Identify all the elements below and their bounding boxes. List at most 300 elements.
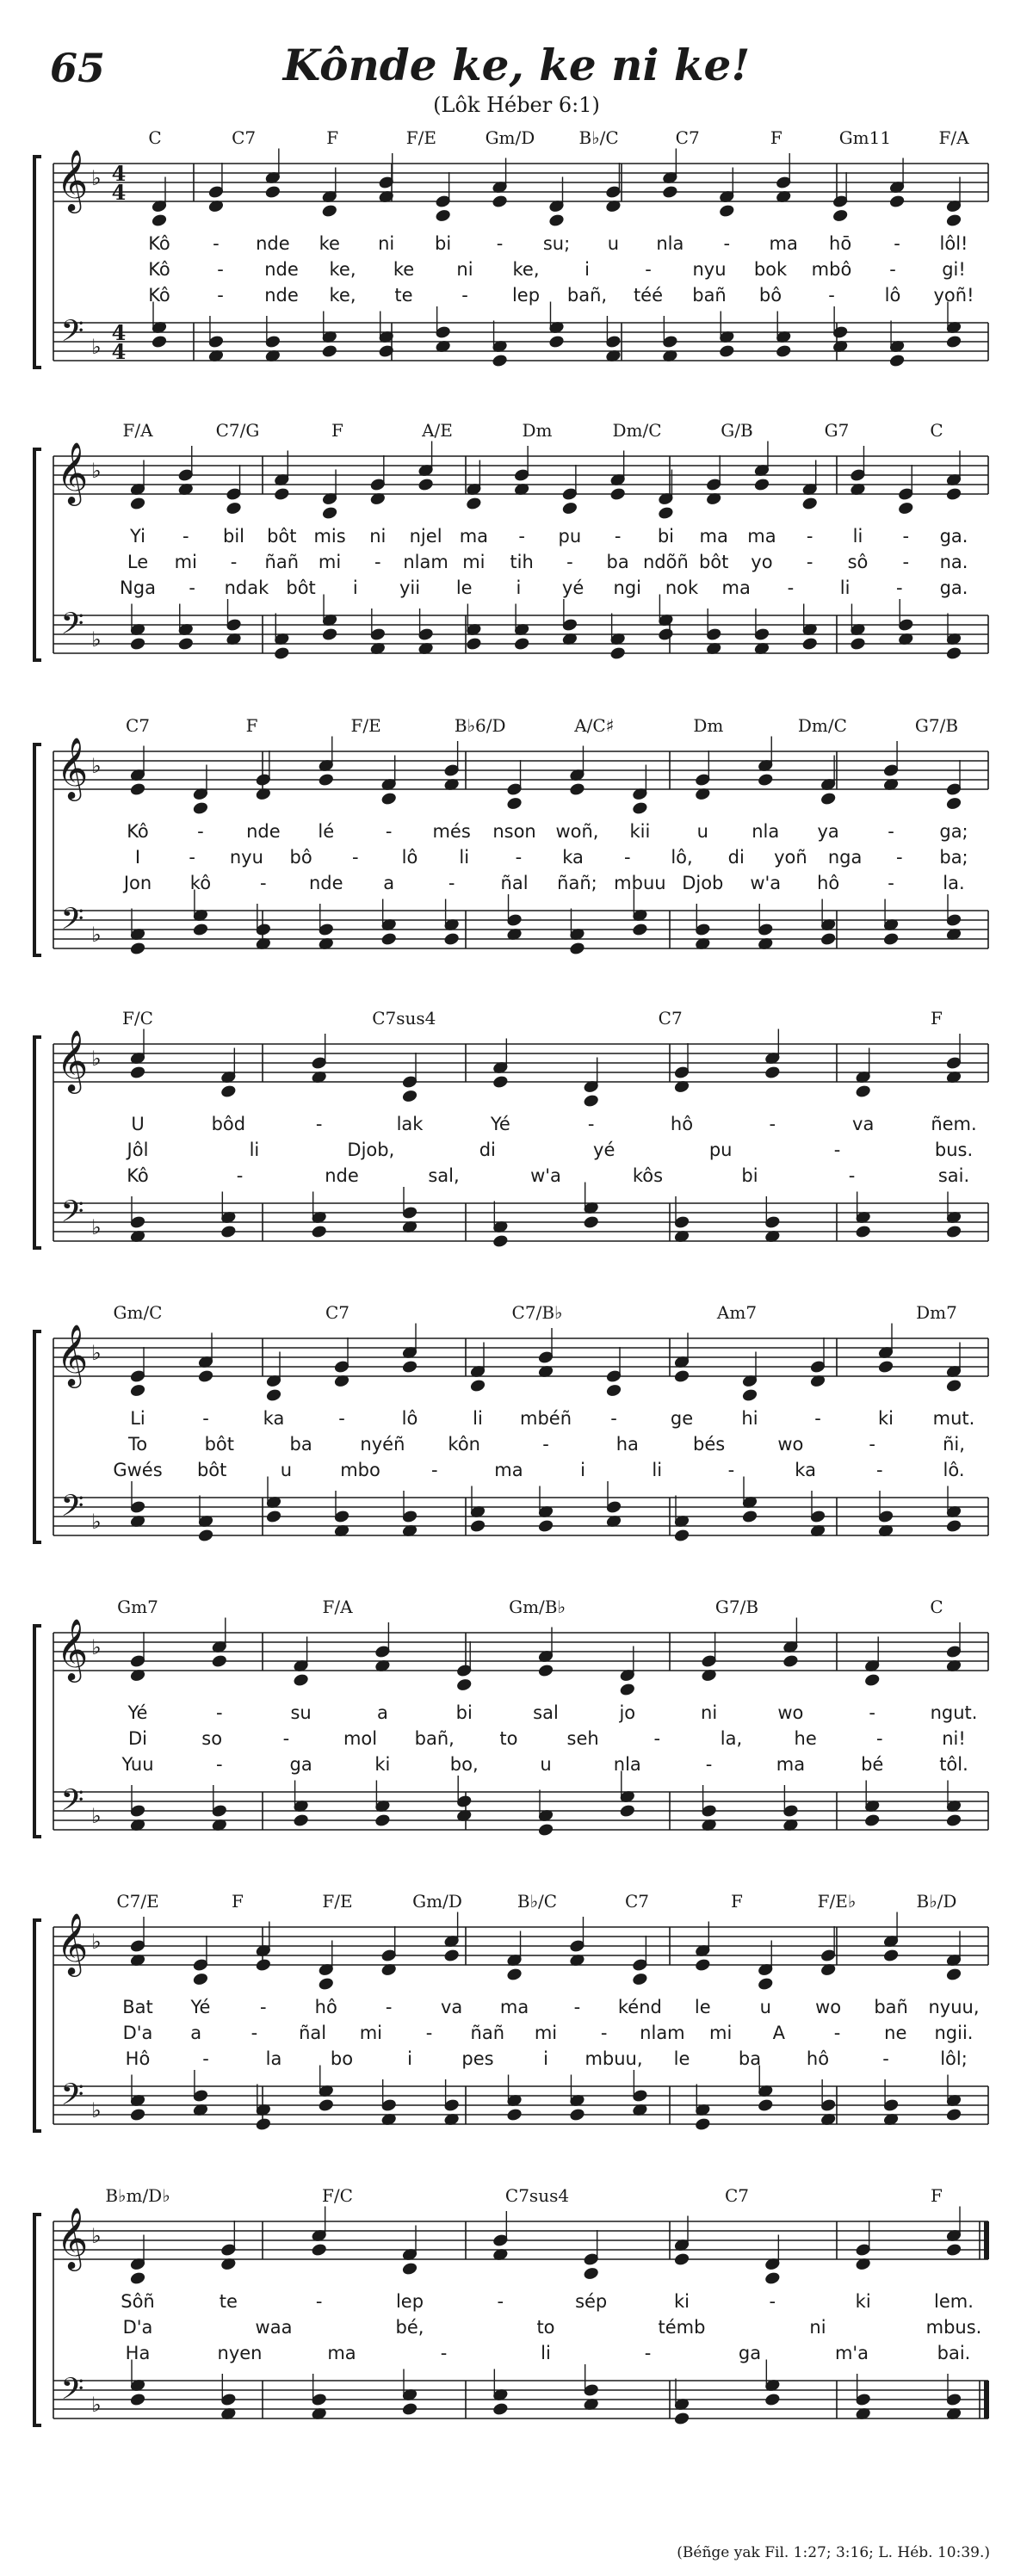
alto-note	[130, 1066, 145, 1078]
chord-symbol: Gm/C	[113, 1302, 163, 1323]
lyric-syllable: ma	[499, 1997, 529, 2017]
bass-note	[266, 1510, 281, 1523]
flat-key-signature: ♭	[91, 627, 102, 652]
lyric-syllable: més	[432, 821, 471, 842]
lyric-syllable: yo	[751, 552, 773, 572]
lyric-syllable: la,	[720, 1728, 743, 1749]
lyric-syllable: ki	[374, 1754, 391, 1775]
lyric-syllable: seh	[566, 1728, 599, 1749]
lyric-syllable: ke,	[512, 259, 540, 280]
alto-note	[130, 497, 145, 510]
lyric-syllable: hô	[806, 2048, 830, 2069]
bass-note	[256, 2117, 271, 2130]
bass-note	[802, 637, 818, 650]
chord-symbol: F	[331, 420, 343, 441]
chord-symbol: G7/B	[714, 1597, 759, 1617]
flat-key-signature: ♭	[91, 754, 102, 778]
lyric-syllable: Kô	[148, 259, 170, 280]
tenor-note	[208, 335, 224, 348]
alto-note	[946, 487, 962, 500]
tenor-note	[130, 1215, 145, 1228]
alto-note	[898, 502, 913, 515]
lyric-syllable: ma	[699, 526, 728, 547]
lyric-syllable: -	[260, 1997, 267, 2017]
tenor-note	[507, 913, 523, 926]
lyric-syllable: nde	[256, 233, 290, 254]
alto-note	[610, 487, 626, 500]
lyric-syllable: su	[290, 1702, 312, 1723]
lyric-syllable: -	[202, 1408, 209, 1429]
lyric-syllable: ke,	[329, 285, 356, 306]
alto-note	[946, 1968, 962, 1980]
chord-symbol: F/A	[938, 127, 969, 148]
bass-note	[695, 2117, 710, 2130]
lyric-syllable: ni	[809, 2317, 826, 2338]
lyric-syllable: ñañ;	[557, 873, 597, 893]
chord-symbol: G7	[824, 420, 850, 441]
lyric-syllable: ga	[289, 1754, 312, 1775]
alto-note	[492, 195, 508, 207]
lyric-syllable: yoñ!	[933, 285, 974, 306]
lyric-syllable: i	[580, 1460, 586, 1480]
lyric-syllable: lôl;	[940, 2048, 968, 2069]
lyric-syllable: ga	[738, 2343, 762, 2363]
lyric-syllable: Di	[127, 1728, 148, 1749]
bass-note	[322, 627, 337, 640]
tenor-note	[402, 1206, 418, 1219]
soprano-note	[208, 185, 224, 198]
lyric-syllable: tôl.	[939, 1754, 968, 1775]
lyric-syllable: sal	[533, 1702, 559, 1723]
lyric-syllable: mi	[462, 552, 486, 572]
chord-symbol: C7	[624, 1891, 650, 1912]
lyric-syllable: ñañ	[470, 2023, 505, 2043]
tenor-note	[265, 335, 281, 348]
lyric-syllable: bus.	[934, 1140, 974, 1160]
system-bracket	[34, 1037, 41, 1248]
alto-note	[418, 478, 434, 491]
lyric-syllable: bo,	[449, 1754, 479, 1775]
lyric-syllable: mbuu,	[585, 2048, 643, 2069]
flat-key-signature: ♭	[91, 1215, 102, 1239]
lyric-syllable: ge	[670, 1408, 694, 1429]
lyric-syllable: Hô	[125, 2048, 151, 2069]
alto-note	[674, 2252, 690, 2265]
alto-note	[883, 1949, 899, 1961]
tenor-note	[674, 1215, 690, 1228]
lyric-syllable: -	[518, 526, 525, 547]
treble-clef: 𝄞	[56, 1029, 89, 1091]
lyric-syllable: yoñ	[774, 847, 807, 868]
chord-symbol: F/E	[322, 1891, 353, 1912]
soprano-note	[514, 468, 529, 481]
bass-note	[178, 637, 194, 650]
lyric-syllable: lak	[396, 1114, 424, 1134]
lyric-syllable: Jôl	[127, 1140, 149, 1160]
soprano-note	[538, 1350, 554, 1363]
lyric-syllable: ke,	[329, 259, 356, 280]
alto-note	[402, 2262, 418, 2275]
bass-note	[570, 942, 585, 954]
lyric-syllable: témb	[658, 2317, 706, 2338]
lyric-syllable: ga;	[939, 821, 968, 842]
lyric-syllable: -	[769, 1114, 776, 1134]
lyric-syllable: li	[652, 1460, 663, 1480]
system-bracket	[34, 449, 41, 660]
tenor-note	[832, 325, 848, 338]
lyric-syllable: -	[600, 2023, 608, 2043]
lyric-syllable: ne	[884, 2023, 907, 2043]
bass-note	[470, 1519, 486, 1532]
soprano-note	[674, 1066, 690, 1078]
system-bracket	[34, 2215, 41, 2425]
lyric-syllable: bok	[753, 259, 788, 280]
chord-symbol: C	[148, 127, 162, 148]
lyric-syllable: u	[696, 821, 708, 842]
lyric-syllable: i	[585, 259, 590, 280]
lyric-syllable: nla	[613, 1754, 641, 1775]
lyric-syllable: -	[542, 1434, 549, 1455]
lyric-syllable: -	[260, 873, 267, 893]
chord-symbol: Dm7	[916, 1302, 957, 1323]
lyric-syllable: yé	[593, 1140, 615, 1160]
lyric-syllable: -	[430, 1460, 438, 1480]
bass-note	[130, 2108, 145, 2121]
bass-clef: 𝄢	[60, 901, 84, 943]
lyric-syllable: -	[217, 285, 224, 306]
soprano-note	[702, 1654, 717, 1667]
lyric-syllable: bo	[330, 2048, 354, 2069]
bass-note	[946, 2108, 962, 2121]
lyric-syllable: bi	[741, 1165, 758, 1186]
soprano-note	[436, 195, 451, 207]
alto-note	[662, 185, 677, 198]
bass-note	[507, 2108, 523, 2121]
bass-note	[492, 1234, 508, 1247]
lyric-syllable: m'a	[834, 2343, 869, 2363]
treble-clef: 𝄞	[56, 148, 89, 211]
soprano-note	[832, 195, 848, 207]
alto-note	[130, 1384, 145, 1397]
lyric-syllable: mi	[534, 2023, 558, 2043]
chord-symbol: C7/B♭	[511, 1302, 563, 1323]
flat-key-signature: ♭	[91, 1804, 102, 1828]
lyric-syllable: i	[352, 578, 358, 598]
lyric-syllable: nde	[308, 873, 343, 893]
tenor-note	[370, 627, 386, 640]
soprano-note	[130, 1369, 145, 1382]
tenor-note	[946, 2393, 962, 2406]
lyric-syllable: bés	[692, 1434, 726, 1455]
lyric-syllable: -	[624, 847, 631, 868]
lyric-syllable: ha	[615, 1434, 639, 1455]
tenor-note	[212, 1804, 227, 1817]
tenor-note	[662, 335, 677, 348]
soprano-note	[606, 1369, 622, 1382]
lyric-syllable: Gwés	[113, 1460, 163, 1480]
lyric-syllable: -	[385, 821, 393, 842]
lyric-syllable: na.	[939, 552, 968, 572]
lyric-syllable: -	[869, 1702, 875, 1723]
lyric-syllable: nga	[827, 847, 863, 868]
lyric-syllable: va	[852, 1114, 875, 1134]
alto-note	[226, 502, 242, 515]
chord-symbol: Gm11	[838, 127, 892, 148]
lyric-syllable: ba	[738, 2048, 762, 2069]
soprano-note	[883, 763, 899, 776]
lyric-syllable: li	[541, 2343, 551, 2363]
lyric-syllable: -	[461, 285, 468, 306]
flat-key-signature: ♭	[91, 1635, 102, 1659]
bass-note	[193, 923, 208, 936]
lyric-syllable: ba	[289, 1434, 312, 1455]
tenor-note	[633, 2089, 648, 2102]
lyric-syllable: -	[896, 578, 903, 598]
lyric-syllable: -	[833, 1140, 841, 1160]
chord-symbol: C	[930, 1597, 943, 1617]
lyric-syllable: te	[394, 285, 413, 306]
lyric-syllable: -	[189, 578, 195, 598]
lyric-syllable: bañ	[692, 285, 727, 306]
lyric-syllable: nlam	[403, 552, 448, 572]
soprano-note	[312, 1056, 327, 1069]
alto-note	[130, 782, 145, 795]
alto-note	[436, 209, 451, 222]
soprano-note	[492, 2233, 508, 2246]
alto-note	[606, 1384, 622, 1397]
tenor-note	[256, 923, 271, 936]
lyric-syllable: bi	[657, 526, 674, 547]
lyric-syllable: sal,	[428, 1165, 460, 1186]
alto-note	[570, 782, 585, 795]
bass-clef: 𝄢	[60, 1782, 84, 1825]
chord-symbol: C7	[125, 715, 151, 736]
lyric-syllable: bé	[861, 1754, 884, 1775]
lyric-syllable: -	[440, 2343, 448, 2363]
lyric-syllable: kôs	[632, 1165, 664, 1186]
bass-note	[633, 923, 648, 936]
chord-symbol: C7	[232, 127, 257, 148]
lyric-syllable: tih	[510, 552, 534, 572]
flat-key-signature: ♭	[91, 2393, 102, 2417]
bass-note	[764, 2393, 780, 2406]
alto-note	[674, 1369, 690, 1382]
lyric-syllable: -	[213, 233, 220, 254]
lyric-syllable: ke	[319, 233, 340, 254]
tenor-note	[878, 1510, 894, 1523]
lyric-syllable: Le	[127, 552, 149, 572]
chord-symbol: F/E	[405, 127, 436, 148]
lyric-syllable: w'a	[530, 1165, 561, 1186]
lyric-syllable: -	[653, 1728, 661, 1749]
treble-clef: 𝄞	[56, 441, 89, 503]
bass-clef: 𝄢	[60, 2077, 84, 2119]
lyric-syllable: Yuu	[121, 1754, 154, 1775]
lyric-syllable: kii	[629, 821, 651, 842]
lyric-syllable: bi	[455, 1702, 473, 1723]
lyric-syllable: mol	[343, 1728, 378, 1749]
lyric-syllable: Yé	[490, 1114, 510, 1134]
soprano-note	[706, 478, 721, 491]
tenor-note	[193, 2089, 208, 2102]
chord-symbol: Am7	[716, 1302, 758, 1323]
lyric-syllable: Yé	[127, 1702, 148, 1723]
lyric-syllable: u	[759, 1997, 771, 2017]
lyric-syllable: hô	[314, 1997, 337, 2017]
lyric-syllable: -	[723, 233, 731, 254]
lyric-syllable: -	[496, 233, 504, 254]
tenor-note	[754, 627, 770, 640]
lyric-syllable: ki	[855, 2291, 871, 2312]
lyric-syllable: ga.	[939, 526, 968, 547]
alto-note	[764, 2271, 780, 2284]
flat-key-signature: ♭	[91, 923, 102, 947]
lyric-syllable: -	[882, 2048, 889, 2069]
tenor-note	[764, 1215, 780, 1228]
bass-note	[719, 344, 734, 357]
lyric-syllable: hi	[741, 1408, 758, 1429]
alto-note	[312, 2243, 327, 2256]
lyric-syllable: Ha	[125, 2343, 151, 2363]
lyric-syllable: Djob,	[347, 1140, 395, 1160]
lyric-syllable: -	[216, 1754, 223, 1775]
bass-note	[274, 646, 289, 659]
bass-note	[889, 354, 905, 367]
lyric-syllable: le	[673, 2048, 690, 2069]
tenor-note	[456, 1795, 472, 1807]
chord-symbol: C7/E	[116, 1891, 159, 1912]
lyric-syllable: ma	[769, 233, 798, 254]
chord-symbol: F	[245, 715, 258, 736]
lyric-syllable: nyu	[229, 847, 263, 868]
lyric-syllable: ke	[393, 259, 415, 280]
lyric-syllable: lep	[511, 285, 541, 306]
lyric-syllable: yé	[561, 578, 585, 598]
alto-note	[695, 1958, 710, 1971]
flat-key-signature: ♭	[91, 2224, 102, 2248]
lyric-syllable: Nga	[120, 578, 156, 598]
lyric-syllable: la	[265, 2048, 282, 2069]
hymn-number: 65	[50, 45, 106, 91]
lyric-syllable: ñañ	[264, 552, 300, 572]
alto-note	[719, 204, 734, 217]
alto-note	[742, 1388, 758, 1401]
alto-note	[754, 478, 770, 491]
lyric-syllable: ndõñ	[643, 552, 689, 572]
chord-symbol: C7	[675, 127, 700, 148]
lyric-syllable: nde	[325, 1165, 359, 1186]
lyric-syllable: -	[645, 259, 652, 280]
lyric-syllable: -	[385, 1997, 393, 2017]
bass-clef: 𝄢	[60, 2371, 84, 2413]
soprano-note	[633, 1958, 648, 1971]
alto-note	[456, 1678, 472, 1691]
lyric-syllable: -	[202, 2048, 209, 2069]
lyric-syllable: ma	[721, 578, 751, 598]
soprano-note	[375, 1645, 391, 1658]
chord-symbol: G7/B	[914, 715, 959, 736]
lyric-syllable: -	[806, 552, 813, 572]
chord-symbol: C7	[724, 2185, 750, 2206]
bass-note	[946, 1225, 962, 1238]
hymn-reference: (Lôk Héber 6:1)	[433, 93, 600, 117]
soprano-note	[370, 478, 386, 491]
chord-symbol: F/A	[322, 1597, 353, 1617]
lyric-syllable: -	[338, 1408, 345, 1429]
lyric-syllable: woñ,	[555, 821, 599, 842]
footer-references: (Béñge yak Fil. 1:27; 3:16; L. Héb. 10:39.)	[677, 2544, 990, 2561]
tenor-note	[810, 1510, 826, 1523]
lyric-syllable: -	[587, 1114, 595, 1134]
lyric-syllable: i	[543, 2048, 548, 2069]
lyric-syllable: Li	[130, 1408, 145, 1429]
time-signature-top: 4	[111, 161, 127, 186]
tenor-note	[702, 1804, 717, 1817]
lyric-syllable: nlam	[640, 2023, 685, 2043]
lyric-syllable: hō	[829, 233, 852, 254]
lyric-syllable: Sôñ	[121, 2291, 155, 2312]
lyric-syllable: i	[407, 2048, 412, 2069]
chord-symbol: B♭/C	[516, 1891, 558, 1912]
soprano-note	[695, 773, 710, 786]
lyric-syllable: -	[236, 1165, 244, 1186]
lyric-syllable: -	[374, 552, 381, 572]
lyric-syllable: Yi	[130, 526, 145, 547]
bass-note	[294, 1813, 309, 1826]
soprano-note	[456, 1664, 472, 1677]
bass-note	[538, 1823, 554, 1836]
lyric-syllable: mi	[359, 2023, 383, 2043]
lyric-syllable: bañ,	[414, 1728, 455, 1749]
lyric-syllable: li	[852, 526, 863, 547]
system-bracket	[34, 744, 41, 955]
chord-symbol: A/C♯	[574, 715, 615, 736]
tenor-note	[418, 627, 434, 640]
lyric-syllable: mbuu	[614, 873, 666, 893]
bass-note	[758, 2098, 773, 2111]
alto-note	[212, 1654, 227, 1667]
bass-note	[319, 2098, 334, 2111]
bass-note	[130, 637, 145, 650]
tenor-note	[381, 2098, 397, 2111]
lyric-syllable: le	[455, 578, 473, 598]
lyric-syllable: ni	[701, 1702, 718, 1723]
alto-note	[256, 1958, 271, 1971]
lyric-syllable: ga.	[939, 578, 968, 598]
lyric-syllable: di	[479, 1140, 496, 1160]
chord-symbol: F/C	[122, 1008, 153, 1029]
lyric-syllable: -	[425, 2023, 433, 2043]
alto-note	[584, 2267, 599, 2280]
chord-symbol: C7	[658, 1008, 683, 1029]
soprano-note	[776, 176, 791, 188]
lyric-syllable: ka	[562, 847, 584, 868]
lyric-syllable: To	[127, 1434, 148, 1455]
lyric-syllable: nde	[264, 259, 299, 280]
bass-clef: 𝄢	[60, 606, 84, 648]
alto-note	[322, 506, 337, 519]
bass-note	[610, 646, 626, 659]
lyric-syllable: di	[727, 847, 745, 868]
alto-note	[265, 185, 281, 198]
bass-note	[220, 1225, 236, 1238]
lyric-syllable: ñal	[299, 2023, 327, 2043]
lyric-syllable: ba;	[939, 847, 968, 868]
tenor-note	[820, 2098, 836, 2111]
alto-note	[492, 1075, 508, 1088]
tenor-note	[319, 923, 334, 936]
alto-note	[889, 195, 905, 207]
